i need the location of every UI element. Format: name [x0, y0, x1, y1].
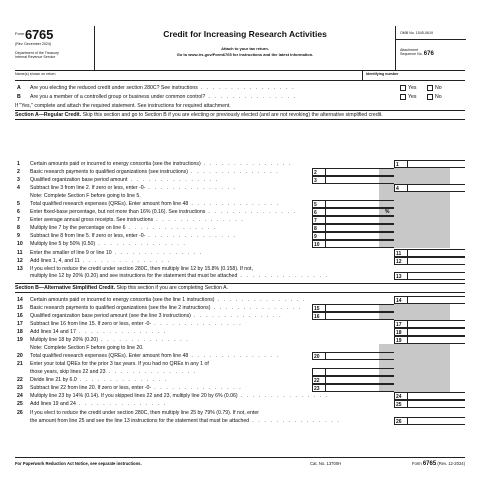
line--amount-field[interactable] [326, 368, 394, 376]
section-a-text: Skip this section and go to Section B if you are electing or previously elected (and are not revoking) the alternative simplified credit. [82, 112, 383, 118]
line-1-amount-field[interactable] [408, 160, 465, 168]
line-text: Basic research payments to qualified organizations (see instructions) . . . . . . . . . . . . . . . [30, 169, 280, 175]
line-text: Subtract line 8 from line 5. If zero or less, enter -0- . . . . . . . . . . . . . . . [30, 233, 237, 239]
form-header [15, 26, 465, 71]
section-b-line-23 [15, 384, 465, 392]
if-yes-note: If "Yes," complete and attach the required statement. See instructions for required attachment. [15, 103, 231, 109]
line-box-label: 2 [312, 168, 326, 176]
line-text: Qualified organization base period amount (see the line 3 instructions) . . . . . . . . . . . . . . . [30, 313, 283, 319]
line-box-label [312, 368, 326, 376]
line-text: Add lines 19 and 24 . . . . . . . . . . . . . . . [30, 401, 168, 407]
omb-number: OMB No. 1545-0619 [400, 31, 433, 35]
line-number: 21 [17, 361, 23, 367]
line-7-amount-field[interactable] [326, 216, 394, 224]
line-text: Multiply line 23 by 14% (0.14). If you skipped lines 22 and 23, multiply line 20 by 6% (0.06) . . . . . . . . . . . . . . . [30, 393, 329, 399]
line-text: Enter the smaller of line 9 or line 10 . . . . . . . . . . . . . . . [30, 250, 203, 256]
line-text: Add lines 14 and 17 . . . . . . . . . . . . . . . [30, 329, 168, 335]
sequence-number: 676 [423, 51, 434, 58]
form-id-block [15, 26, 95, 71]
line-14-amount-field[interactable] [408, 296, 465, 304]
question-a-yes-checkbox[interactable] [400, 85, 406, 91]
line-18-amount-field[interactable] [408, 328, 465, 336]
paperwork-notice: For Paperwork Reduction Act Notice, see separate instructions. [15, 461, 142, 466]
line-24-amount-field[interactable] [408, 392, 465, 400]
line-box-label: 18 [394, 328, 408, 336]
line-number: 12 [17, 258, 23, 264]
attachment-block [400, 48, 434, 56]
line-text: If you elect to reduce the credit under section 280C, then multiply line 25 by 79% (0.79). If not, enter [30, 410, 259, 416]
line-number: 14 [17, 297, 23, 303]
section-b-line-19-cont [15, 344, 465, 352]
identifying-number-field[interactable]: Identifying number [362, 71, 398, 81]
department-name: Department of the Treasury [15, 51, 59, 55]
section-b-line-26-cont [15, 417, 465, 425]
no-label: No [435, 85, 442, 91]
line-text: Divide line 21 by 6.0 . . . . . . . . . . . . . . . [30, 377, 168, 383]
section-b-line-14 [15, 296, 465, 304]
section-b-line-25 [15, 400, 465, 408]
question-text: Are you electing the reduced credit under section 280C? See instructions . . . . . . . . . . . . . . . . [30, 85, 296, 91]
footer-form-id: Form 6765 (Rev. 12-2024) [411, 461, 465, 467]
section-a-line-10 [15, 240, 465, 248]
section-b-line-17 [15, 320, 465, 328]
form-title: Credit for Increasing Research Activities [163, 29, 327, 39]
yes-label: Yes [408, 94, 417, 100]
line-13-amount-field[interactable] [408, 272, 465, 280]
line-text: Enter average annual gross receipts. See instructions . . . . . . . . . . . . . . . [30, 217, 245, 223]
section-b-line-18 [15, 328, 465, 336]
yes-label: Yes [408, 85, 417, 91]
section-a-line-8 [15, 224, 465, 232]
line-box-label: 22 [312, 376, 326, 384]
question-b [15, 93, 465, 101]
line-number: 8 [17, 225, 20, 231]
line-2-amount-field[interactable] [326, 168, 394, 176]
line-22-amount-field[interactable] [326, 376, 394, 384]
section-b-line-15 [15, 304, 465, 312]
line-text: Subtract line 3 from line 2. If zero or less, enter -0- . . . . . . . . . . . . . . . [30, 185, 237, 191]
question-a [15, 84, 465, 92]
attach-instruction: Attach to your tax return. [221, 46, 269, 51]
line-box-label: 10 [312, 240, 326, 248]
section-a-heading [15, 110, 465, 120]
line-text: Basic research payments to qualified organizations (see the line 2 instructions) . . . . . . . . . . . . . . . [30, 305, 302, 311]
line-text: the amount from line 25 and see the line 13 instructions for the statement that must be attached . . . . . . . . . . . . . . . [30, 418, 341, 424]
section-b-line-19 [15, 336, 465, 344]
form-footer [15, 457, 465, 467]
section-b-text: Skip this section if you are completing Section A. [116, 285, 229, 291]
line-text: Multiply line 7 by the percentage on line 6 . . . . . . . . . . . . . . . [30, 225, 217, 231]
line-box-label: 5 [312, 200, 326, 208]
catalog-number: Cat. No. 13700H [310, 461, 342, 466]
line-text: Note: Complete Section F before going to line 20. [30, 345, 144, 351]
section-a-title: Section A—Regular Credit. [15, 112, 82, 118]
line-text: Enter fixed-base percentage, but not more than 16% (0.16). See instructions . . . . . . . . . . . . . . . [30, 209, 297, 215]
line-25-amount-field[interactable] [408, 400, 465, 408]
line-number: 18 [17, 329, 23, 335]
line-box-label: 4 [394, 184, 408, 192]
line-box-label: 14 [394, 296, 408, 304]
line-box-label: 19 [394, 336, 408, 344]
section-b-title: Section B—Alternative Simplified Credit. [15, 285, 116, 291]
line-16-amount-field[interactable] [326, 312, 394, 320]
line-text: Total qualified research expenses (QREs). Enter amount from line 48 . . . . . . . . . . . . . . . [30, 353, 280, 359]
department-block [15, 51, 93, 59]
line-number: 5 [17, 201, 20, 207]
line-box-label: 15 [312, 304, 326, 312]
line-number: 6 [17, 209, 20, 215]
section-b-line-20 [15, 352, 465, 360]
section-b-line-16 [15, 312, 465, 320]
sequence-label: Sequence No. [400, 52, 423, 57]
line-number: 11 [17, 250, 23, 256]
line-number: 25 [17, 401, 23, 407]
line-text: those years, skip lines 22 and 23 . . . . . . . . . . . . . . . [30, 369, 197, 375]
line-text: Certain amounts paid or incurred to energy consortia (see the line 1 instructions) . . . . . . . . . . . . . . . [30, 297, 306, 303]
line-box-label: 25 [394, 400, 408, 408]
line-26-amount-field[interactable] [408, 417, 465, 425]
name-row [15, 71, 465, 81]
question-a-no-checkbox[interactable] [427, 85, 433, 91]
line-box-label: 12 [394, 257, 408, 265]
section-a-line-3 [15, 176, 465, 184]
line-number: 15 [17, 305, 23, 311]
line-3-amount-field[interactable] [326, 176, 394, 184]
section-b-line-24 [15, 392, 465, 400]
line-text: Note: Complete Section F before going to line 5. [30, 193, 141, 199]
revision-date: (Rev. December 2024) [15, 42, 52, 46]
name-field[interactable]: Name(s) shown on return [15, 72, 56, 76]
line-box-label: 13 [394, 272, 408, 280]
section-a-line-9 [15, 232, 465, 240]
line-number: 24 [17, 393, 23, 399]
line-box-label: 9 [312, 232, 326, 240]
title-block [95, 26, 395, 71]
section-b-heading [15, 283, 465, 293]
line-number: 3 [17, 177, 20, 183]
line-number: 2 [17, 169, 20, 175]
section-a-line-7 [15, 216, 465, 224]
line-5-amount-field[interactable] [326, 200, 394, 208]
line-box-label: 20 [312, 352, 326, 360]
line-text: Multiply line 18 by 20% (0.20) . . . . . . . . . . . . . . . [30, 337, 190, 343]
line-text: Add lines 1, 4, and 11 . . . . . . . . . . . . . . . [30, 258, 172, 264]
section-a-line-6 [15, 208, 465, 216]
line-number: 16 [17, 313, 23, 319]
line-box-label: 1 [394, 160, 408, 168]
line-box-label: 6 [312, 208, 326, 216]
line-number: 10 [17, 241, 23, 247]
line-number: 23 [17, 385, 23, 391]
irs-name: Internal Revenue Service [15, 55, 56, 60]
section-b-line-21 [15, 360, 465, 368]
line-12-amount-field[interactable] [408, 257, 465, 265]
line-box-label: 23 [312, 384, 326, 392]
section-a-line-12 [15, 257, 465, 265]
line-text: Enter your total QREs for the prior 3 tax years. If you had no QREs in any 1 of [30, 361, 209, 367]
divider [396, 39, 466, 40]
line-box-label: 17 [394, 320, 408, 328]
percent-sign: % [385, 209, 390, 215]
line-box-label: 26 [394, 417, 408, 425]
section-a-line-1 [15, 160, 465, 168]
line-9-amount-field[interactable] [326, 232, 394, 240]
line-text: Total qualified research expenses (QREs). Enter amount from line 48 . . . . . . . . . . . . . . . [30, 201, 280, 207]
line-text: Subtract line 16 from line 15. If zero or less, enter -0- . . . . . . . . . . . . . . . [30, 321, 243, 327]
line-8-amount-field[interactable] [326, 224, 394, 232]
line-text: Qualified organization base period amount . . . . . . . . . . . . . . . [30, 177, 219, 183]
section-b-line-21-cont [15, 368, 465, 376]
line-19-amount-field[interactable] [408, 336, 465, 344]
question-letter: A [17, 85, 21, 91]
line-text: If you elect to reduce the credit under section 280C, then multiply line 12 by 15.8% (0.158). If not, [30, 266, 253, 272]
line-text: multiply line 12 by 20% (0.20) and see instructions for the statement that must be attached . . . . . . . . . . . . . . . [30, 273, 329, 279]
section-a-line-4-cont [15, 192, 465, 200]
question-b-no-checkbox[interactable] [427, 94, 433, 100]
line-10-amount-field[interactable] [326, 240, 394, 248]
line-6-amount-field[interactable] [326, 208, 394, 216]
form-word: Form [15, 31, 25, 36]
section-a-line-13-cont [15, 272, 465, 280]
line-23-amount-field[interactable] [326, 384, 394, 392]
section-b-line-22 [15, 376, 465, 384]
question-b-yes-checkbox[interactable] [400, 94, 406, 100]
line-number: 19 [17, 337, 23, 343]
section-a-line-5 [15, 200, 465, 208]
goto-instruction: Go to www.irs.gov/Form6765 for instructions and the latest information. [176, 52, 314, 57]
line-text: Subtract line 22 from line 20. If zero or less, enter -0- . . . . . . . . . . . . . . . [30, 385, 243, 391]
line-number: 26 [17, 410, 23, 416]
line-number: 17 [17, 321, 23, 327]
attachment-label: Attachment [400, 48, 419, 52]
line-number: 13 [17, 266, 23, 272]
section-a-line-2 [15, 168, 465, 176]
line-box-label: 7 [312, 216, 326, 224]
line-number: 20 [17, 353, 23, 359]
line-number: 9 [17, 233, 20, 239]
line-15-amount-field[interactable] [326, 304, 394, 312]
section-a-line-11 [15, 249, 465, 257]
no-label: No [435, 94, 442, 100]
sequence-row [400, 52, 434, 56]
line-11-amount-field[interactable] [408, 249, 465, 257]
question-letter: B [17, 94, 21, 100]
line-box-label: 11 [394, 249, 408, 257]
omb-block [395, 26, 465, 71]
line-box-label: 8 [312, 224, 326, 232]
line-number: 1 [17, 161, 20, 167]
line-17-amount-field[interactable] [408, 320, 465, 328]
section-a-line-4 [15, 184, 465, 192]
line-text: Certain amounts paid or incurred to energy consortia (see the instructions) . . . . . . . . . . . . . . . [30, 161, 292, 167]
line-box-label: 24 [394, 392, 408, 400]
section-b-line-26 [15, 409, 465, 417]
question-text: Are you a member of a controlled group or business under common control? . . . . . . . . . . . . . . . [30, 94, 297, 100]
line-number: 22 [17, 377, 23, 383]
line-number: 7 [17, 217, 20, 223]
line-text: Multiply line 5 by 50% (0.50) . . . . . . . . . . . . . . . [30, 241, 187, 247]
line-4-amount-field[interactable] [408, 184, 465, 192]
line-number: 4 [17, 185, 20, 191]
line-box-label: 3 [312, 176, 326, 184]
line-box-label: 16 [312, 312, 326, 320]
form-number: 6765 [25, 27, 54, 42]
line-20-amount-field[interactable] [326, 352, 394, 360]
